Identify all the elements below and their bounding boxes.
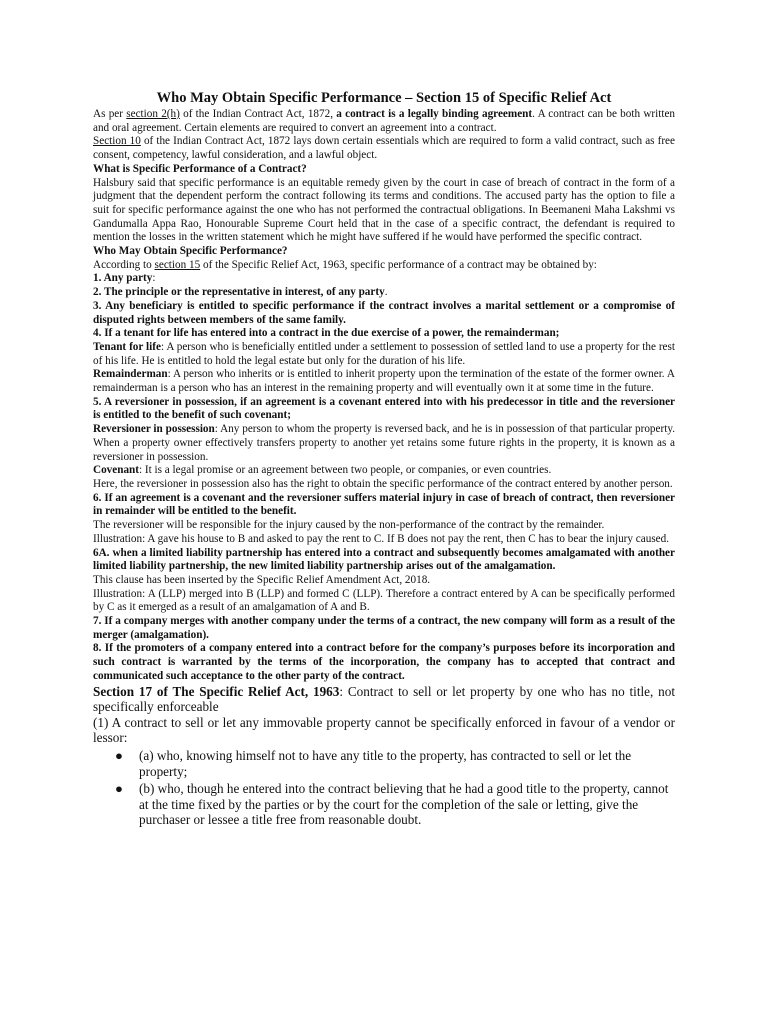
item-1-rest: : [152,272,156,285]
document-page [93,90,675,830]
according-text: of the Specific Relief Act, 1963, specific performance of a contract may be obtained by: [200,258,597,271]
definition-term: Remainderman [93,368,168,381]
list-item [115,747,675,779]
definition-text: : A person who inherits or is entitled to inherit property upon the termination of the estate of the former owner. A remainderman is a person who has an interest in the remaining property and will eventually own it at some time in the future. [93,368,675,395]
page-title: Who May Obtain Specific Performance – Section 15 of Specific Relief Act [156,90,612,106]
item-3: 3. Any beneficiary is entitled to specific performance if the contract involves a marital settlement or a compromise of disputed rights between members of the same family. [93,299,675,326]
item-4: 4. If a tenant for life has entered into a contract in the due exercise of a power, the remainderman; [93,327,560,340]
bullet-icon: ● [115,747,123,763]
definition-term: Reversioner in possession [93,423,215,436]
definition-term: Covenant [93,464,139,477]
intro-text: of the Indian Contract Act, 1872 lays down certain essentials which are required to form a valid contract, such as free consent, competency, lawful consideration, and a lawful object. [93,135,675,162]
bullet-icon: ● [115,781,123,797]
definition-text: : Any person to whom the property is reversed back, and he is in possession of that particular property. When a property owner effectively transfers property to another yet retains some future rights in the property, it is known as a reversioner in possession. [93,423,675,463]
section-2h-link[interactable]: section 2(h) [126,108,180,120]
item-8: 8. If the promoters of a company entered into a contract before for the company’s purposes before its incorporation and such contract is warranted by the terms of the incorporation, the company has to accepted that contract and communicated such acceptance to the other party of the contract. [93,642,675,682]
illustration-1: Illustration: A gave his house to B and asked to pay the rent to C. If B does not pay the rent, then C has to bear the injury caused. [93,532,670,545]
section-15-link[interactable]: section 15 [154,258,201,271]
intro-text: of the Indian Contract Act, 1872, [179,108,337,120]
item-6: 6. If an agreement is a covenant and the reversioner suffers material injury in case of breach of contract, then reversioner in remainder will be entitled to the benefit. [93,491,675,518]
intro-text: . A contract can be both written and oral agreement. Certain elements are required to convert an agreement into a contract. [93,108,676,134]
covenant-definition [93,464,675,478]
item-2 [93,286,675,300]
heading-who-may-obtain: Who May Obtain Specific Performance? [93,245,288,258]
item-1 [93,272,675,286]
bullet-text: (b) who, though he entered into the contract believing that he had a good title to the property, cannot at the time fixed by the parties or by the court for the completion of the sale or letting, give the purchaser or lessee a title free from reasonable doubt. [139,781,669,828]
list-item [115,781,675,828]
reversioner-definition [93,423,675,464]
intro-bold: a contract is a legally binding agreement [336,108,533,120]
responsible-paragraph: The reversioner will be responsible for the injury caused by the non-performance of the contract by the remainder. [93,519,605,532]
inserted-note: This clause has been inserted by the Specific Relief Amendment Act, 2018. [93,573,431,586]
section-17-rest: : Contract to sell or let property by one who has no title, not specifically enforceable [93,683,675,715]
item-6a: 6A. when a limited liability partnership has entered into a contract and subsequently becomes amalgamated with another limited liability partnership, the new limited liability partnership arises out of the amalgamation. [93,546,675,573]
here-paragraph: Here, the reversioner in possession also has the right to obtain the specific performance of the contract entered by another person. [93,477,673,490]
intro-text: As per [93,108,127,120]
clause-bullet-list [93,748,675,828]
item-2-rest: . [384,286,388,299]
illustration-2: Illustration: A (LLP) merged into B (LLP) and formed C (LLP). Therefore a contract entered by A can be specifically performed by C as it emerged as a result of an amalgamation of A and B. [93,587,675,614]
definition-text: : It is a legal promise or an agreement between two people, or companies, or even countries. [139,464,552,477]
item-5: 5. A reversioner in possession, if an agreement is a covenant entered into with his predecessor in title and the reversioner is entitled to the benefit of such covenant; [93,395,675,422]
bullet-text: (a) who, knowing himself not to have any title to the property, has contracted to sell or let the property; [139,747,632,779]
item-2-label: 2. The principle or the representative in interest, of any party [93,286,385,299]
section-17-heading [93,684,675,715]
according-paragraph [93,259,675,273]
halsbury-paragraph: Halsbury said that specific performance is an equitable remedy given by the court in case of breach of contract in the form of a judgment that the dependent perform the contract following its terms and conditions. The accused party has the option to file a suit for specific performance against the one who has not performed the contractual obligations. In Beemaneni Maha Lakshmi vs Gandumalla Appa Rao, Honourable Supreme Court held that in the case of a specific contract, the defendant is required to mention the losses in the written statement which he might have suffered if he would have performed the specific contract. [93,176,675,244]
section-17-label: Section 17 of The Specific Relief Act, 1963 [93,683,340,699]
tenant-for-life-definition [93,341,675,368]
remainderman-definition [93,368,675,395]
according-text: According to [93,258,155,271]
heading-specific-performance: What is Specific Performance of a Contract? [93,162,307,175]
clause-1: (1) A contract to sell or let any immovable property cannot be specifically enforced in favour of a vendor or lessor: [93,714,675,746]
definition-text: : A person who is beneficially entitled under a settlement to possession of settled land to use a property for the rest of his life. He is entitled to hold the legal estate but only for the duration of his life. [93,340,675,367]
intro-paragraph [93,108,675,163]
item-7: 7. If a company merges with another company under the terms of a contract, the new company will form as a result of the merger (amalgamation). [93,615,675,641]
item-1-label: 1. Any party [93,272,153,285]
definition-term: Tenant for life [93,340,161,353]
section-10-link[interactable]: Section 10 [93,135,141,148]
